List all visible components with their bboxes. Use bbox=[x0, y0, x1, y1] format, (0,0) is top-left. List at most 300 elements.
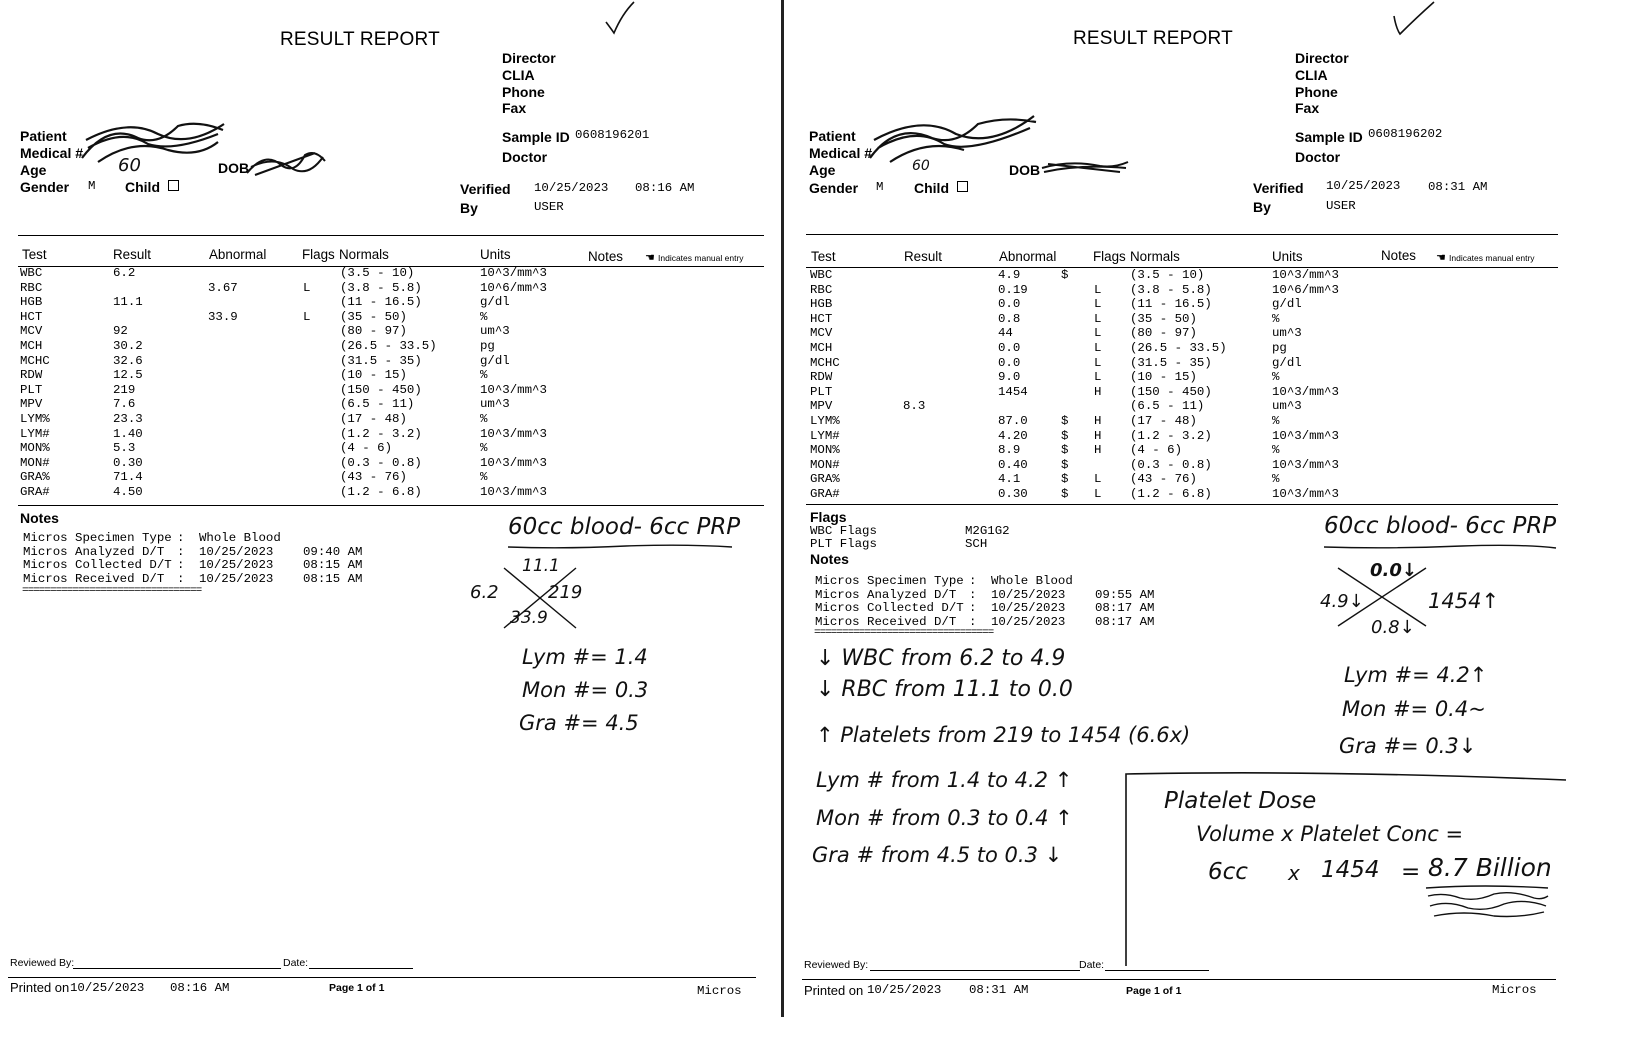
hw-dose-underline bbox=[1424, 884, 1550, 920]
dob-label: DOB bbox=[218, 160, 250, 176]
gender-value: M bbox=[876, 180, 884, 194]
micros-colon: : bbox=[177, 558, 185, 573]
cell-test: WBC bbox=[20, 266, 43, 280]
hw-right-line: Gra #= 0.3↓ bbox=[1339, 734, 1477, 758]
sample-id-label: Sample ID bbox=[1295, 129, 1363, 145]
cell-flag-dollar: $ bbox=[1061, 443, 1069, 458]
cell-abnormal: 0.19 bbox=[998, 282, 1028, 297]
hw-right-line: Lym #= 4.2↑ bbox=[1344, 663, 1488, 687]
printed-on-label: Printed on bbox=[804, 983, 864, 998]
page-label: Page bbox=[329, 982, 355, 994]
verified-date: 10/25/2023 bbox=[1326, 179, 1401, 193]
cell-flag: H bbox=[1094, 443, 1102, 458]
cell-test: MON# bbox=[20, 455, 50, 470]
table-row bbox=[0, 368, 780, 383]
cell-units: 10^3/mm^3 bbox=[1272, 428, 1339, 443]
cell-units: % bbox=[480, 470, 488, 485]
table-row bbox=[0, 281, 780, 296]
micros-colon: : bbox=[969, 587, 977, 602]
plt-flags-label: PLT Flags bbox=[810, 537, 877, 551]
verified-label: Verified bbox=[1253, 180, 1304, 196]
hw-underline bbox=[506, 544, 734, 550]
micros-label: Micros Analyzed D/T bbox=[815, 587, 957, 602]
table-bottom-divider bbox=[18, 505, 764, 506]
cell-units: um^3 bbox=[1272, 399, 1302, 414]
footer-micros: Micros bbox=[1492, 983, 1537, 997]
cell-abnormal: 44 bbox=[998, 326, 1013, 341]
report-title: RESULT REPORT bbox=[280, 29, 440, 50]
cell-result: 12.5 bbox=[113, 368, 143, 383]
micros-label: Micros Specimen Type bbox=[23, 531, 172, 545]
cell-flag-dollar: $ bbox=[1061, 268, 1069, 282]
cell-units: 10^3/mm^3 bbox=[1272, 268, 1339, 282]
cell-normals: (35 - 50) bbox=[340, 309, 407, 324]
cell-normals: (1.2 - 3.2) bbox=[340, 426, 422, 441]
micros-colon: : bbox=[177, 544, 185, 559]
cell-normals: (6.5 - 11) bbox=[340, 397, 415, 412]
cell-test: RBC bbox=[810, 282, 833, 297]
hand-icon: ☚ bbox=[1436, 252, 1446, 264]
phone-label: Phone bbox=[502, 84, 545, 100]
table-row bbox=[788, 326, 1568, 341]
table-row bbox=[0, 324, 780, 339]
table-bottom-divider bbox=[806, 504, 1558, 505]
clia-label: CLIA bbox=[1295, 67, 1328, 83]
table-row bbox=[788, 399, 1568, 414]
micros-time: 08:15 AM bbox=[303, 571, 363, 586]
col-flags: Flags bbox=[302, 247, 335, 262]
col-result: Result bbox=[904, 249, 942, 264]
micros-value: 10/25/2023 bbox=[991, 614, 1066, 629]
cell-units: % bbox=[1272, 414, 1280, 428]
hw-left-line: Mon # from 0.3 to 0.4 ↑ bbox=[816, 806, 1073, 830]
micros-label: Micros Received D/T bbox=[815, 614, 957, 629]
cell-abnormal: 4.9 bbox=[998, 268, 1021, 282]
child-checkbox[interactable] bbox=[957, 181, 968, 192]
cell-flag: L bbox=[303, 309, 311, 324]
micros-colon: : bbox=[969, 614, 977, 629]
cell-units: g/dl bbox=[1272, 355, 1302, 370]
cell-units: g/dl bbox=[480, 353, 510, 368]
cell-normals: (3.5 - 10) bbox=[1130, 268, 1205, 282]
gender-value: M bbox=[88, 179, 96, 193]
table-row bbox=[0, 339, 780, 354]
cell-normals: (0.3 - 0.8) bbox=[1130, 457, 1212, 472]
micros-value: 10/25/2023 bbox=[991, 601, 1066, 616]
cell-flag: L bbox=[1094, 326, 1102, 341]
printed-on-label: Printed on bbox=[10, 980, 70, 995]
cell-flag: H bbox=[1094, 428, 1102, 443]
by-label: By bbox=[1253, 199, 1271, 215]
cell-normals: (80 - 97) bbox=[340, 324, 407, 339]
cell-test: HCT bbox=[20, 309, 43, 324]
cell-flag: L bbox=[1094, 311, 1102, 326]
cell-result: 11.1 bbox=[113, 295, 143, 310]
cell-units: um^3 bbox=[480, 397, 510, 412]
reviewed-by-label: Reviewed By: bbox=[804, 959, 869, 971]
separator-line: ================================ bbox=[814, 627, 994, 639]
col-test: Test bbox=[22, 247, 47, 262]
cell-abnormal: 1454 bbox=[998, 384, 1028, 399]
cell-normals: (11 - 16.5) bbox=[1130, 297, 1212, 312]
cell-normals: (3.8 - 5.8) bbox=[1130, 282, 1212, 297]
cell-normals: (3.8 - 5.8) bbox=[340, 280, 422, 295]
hw-header: 60cc blood- 6cc PRP bbox=[1324, 513, 1557, 539]
col-abnormal: Abnormal bbox=[209, 247, 267, 262]
hw-cross-right: 219 bbox=[548, 582, 583, 603]
hw-cross-top: 11.1 bbox=[522, 556, 560, 576]
micros-colon: : bbox=[177, 571, 185, 586]
micros-value: 10/25/2023 bbox=[199, 571, 274, 586]
table-row bbox=[0, 383, 780, 398]
cell-normals: (0.3 - 0.8) bbox=[340, 455, 422, 470]
age-handwritten: 60 bbox=[118, 155, 141, 176]
cell-normals: (3.5 - 10) bbox=[340, 266, 415, 280]
col-units: Units bbox=[1272, 249, 1303, 264]
cell-units: um^3 bbox=[480, 324, 510, 339]
cell-abnormal: 0.0 bbox=[998, 297, 1021, 312]
patient-label: Patient bbox=[809, 128, 856, 144]
cell-abnormal: 8.9 bbox=[998, 443, 1021, 458]
date-line[interactable] bbox=[309, 968, 413, 969]
table-row bbox=[788, 458, 1568, 473]
cell-units: pg bbox=[1272, 341, 1287, 355]
micros-time: 09:55 AM bbox=[1095, 587, 1155, 602]
printed-time: 08:31 AM bbox=[969, 983, 1029, 997]
table-row bbox=[788, 443, 1568, 458]
cell-units: g/dl bbox=[1272, 297, 1302, 312]
cell-result: 0.30 bbox=[113, 455, 143, 470]
cell-test: MCHC bbox=[810, 355, 840, 370]
age-label: Age bbox=[809, 162, 836, 178]
cell-normals: (150 - 450) bbox=[340, 382, 422, 397]
phone-label: Phone bbox=[1295, 84, 1338, 100]
child-checkbox[interactable] bbox=[168, 180, 179, 191]
gender-label: Gender bbox=[809, 180, 859, 196]
footer-divider bbox=[8, 977, 756, 978]
page-label: Page bbox=[1126, 985, 1152, 997]
hw-header: 60cc blood- 6cc PRP bbox=[508, 514, 741, 540]
cell-abnormal: 0.0 bbox=[998, 355, 1021, 370]
header-divider bbox=[18, 235, 764, 236]
reviewed-by-label: Reviewed By: bbox=[10, 957, 75, 969]
cell-normals: (1.2 - 6.8) bbox=[340, 485, 422, 499]
cell-normals: (6.5 - 11) bbox=[1130, 399, 1205, 414]
micros-value: Whole Blood bbox=[991, 574, 1073, 588]
cell-test: HGB bbox=[810, 297, 833, 312]
clia-label: CLIA bbox=[502, 67, 535, 83]
cell-flag: L bbox=[1094, 472, 1102, 487]
hw-underline bbox=[1322, 543, 1558, 551]
cell-test: HCT bbox=[810, 311, 833, 326]
table-row bbox=[788, 297, 1568, 312]
hw-left-line: Lym # from 1.4 to 4.2 ↑ bbox=[816, 768, 1073, 792]
doctor-label: Doctor bbox=[1295, 149, 1341, 165]
cell-abnormal: 0.8 bbox=[998, 311, 1021, 326]
plt-flags-value: SCH bbox=[965, 537, 988, 551]
cell-abnormal: 0.0 bbox=[998, 341, 1021, 355]
hw-line: Mon #= 0.3 bbox=[522, 678, 649, 702]
hw-right-line: Mon #= 0.4~ bbox=[1342, 697, 1486, 721]
gender-label: Gender bbox=[20, 179, 70, 195]
cell-normals: (17 - 48) bbox=[1130, 414, 1197, 428]
fax-label: Fax bbox=[1295, 100, 1320, 116]
verified-date: 10/25/2023 bbox=[534, 181, 609, 195]
hw-cross-left: 4.9↓ bbox=[1320, 591, 1364, 612]
cell-test: MPV bbox=[20, 397, 43, 412]
footer-micros: Micros bbox=[697, 984, 742, 998]
cell-flag-dollar: $ bbox=[1061, 414, 1069, 428]
table-row bbox=[788, 487, 1568, 502]
micros-colon: : bbox=[969, 601, 977, 616]
col-result: Result bbox=[113, 247, 151, 262]
manual-entry-legend: Indicates manual entry bbox=[658, 253, 744, 263]
cell-test: MON% bbox=[20, 441, 50, 456]
redaction-scribble bbox=[78, 118, 228, 168]
cell-test: PLT bbox=[20, 382, 43, 397]
cell-flag-dollar: $ bbox=[1061, 487, 1069, 501]
cell-normals: (1.2 - 3.2) bbox=[1130, 428, 1212, 443]
cell-flag: H bbox=[1094, 384, 1102, 399]
dob-redaction-scribble bbox=[245, 147, 327, 179]
hw-cross-top: 0.0↓ bbox=[1370, 560, 1417, 581]
cell-flag: H bbox=[1094, 414, 1102, 428]
table-row bbox=[788, 472, 1568, 487]
printed-date: 10/25/2023 bbox=[70, 981, 145, 995]
cell-test: MCHC bbox=[20, 353, 50, 368]
cell-result: 6.2 bbox=[113, 266, 136, 280]
cell-flag-dollar: $ bbox=[1061, 472, 1069, 487]
micros-value: 10/25/2023 bbox=[991, 587, 1066, 602]
hw-dose-result: 8.7 Billion bbox=[1428, 853, 1552, 882]
verified-time: 08:31 AM bbox=[1428, 180, 1488, 194]
child-label: Child bbox=[125, 179, 160, 195]
table-row bbox=[0, 266, 780, 281]
hw-dose-calc: 1454 bbox=[1321, 857, 1380, 883]
micros-value: 10/25/2023 bbox=[199, 558, 274, 573]
cell-abnormal: 3.67 bbox=[208, 280, 238, 295]
cell-units: % bbox=[1272, 443, 1280, 458]
cell-test: RBC bbox=[20, 280, 43, 295]
cell-flag: L bbox=[1094, 487, 1102, 501]
cell-flag: L bbox=[303, 280, 311, 295]
table-row bbox=[0, 441, 780, 456]
cell-normals: (17 - 48) bbox=[340, 412, 407, 426]
verified-label: Verified bbox=[460, 181, 511, 197]
micros-time: 08:15 AM bbox=[303, 558, 363, 573]
cell-abnormal: 4.1 bbox=[998, 472, 1021, 487]
cell-abnormal: 0.40 bbox=[998, 457, 1028, 472]
right-report-page bbox=[788, 0, 1568, 1017]
cell-normals: (4 - 6) bbox=[340, 441, 393, 456]
table-row bbox=[788, 414, 1568, 429]
table-row bbox=[0, 412, 780, 427]
sample-id-value: 0608196201 bbox=[575, 128, 650, 142]
hw-dose-calc: x bbox=[1288, 861, 1300, 885]
manual-entry-legend: Indicates manual entry bbox=[1449, 253, 1535, 263]
cell-result: 4.50 bbox=[113, 485, 143, 499]
cell-normals: (10 - 15) bbox=[340, 368, 407, 383]
cell-flag-dollar: $ bbox=[1061, 457, 1069, 472]
cell-test: MON% bbox=[810, 443, 840, 458]
col-normals: Normals bbox=[1130, 249, 1180, 264]
cell-result: 71.4 bbox=[113, 470, 143, 485]
cell-test: MCH bbox=[810, 341, 833, 355]
col-notes: Notes bbox=[1381, 248, 1416, 263]
cell-test: MCV bbox=[810, 326, 833, 341]
micros-label: Micros Specimen Type bbox=[815, 574, 964, 588]
verified-time: 08:16 AM bbox=[635, 181, 695, 195]
cell-flag: L bbox=[1094, 297, 1102, 312]
header-divider bbox=[806, 234, 1558, 235]
hw-line: Lym #= 1.4 bbox=[522, 645, 648, 669]
hw-left-line: Gra # from 4.5 to 0.3 ↓ bbox=[812, 843, 1063, 867]
cell-units: % bbox=[1272, 370, 1280, 385]
sample-id-label: Sample ID bbox=[502, 129, 570, 145]
director-label: Director bbox=[1295, 50, 1349, 66]
date-line[interactable] bbox=[1105, 970, 1209, 971]
patient-label: Patient bbox=[20, 128, 67, 144]
table-row bbox=[0, 354, 780, 369]
table-row bbox=[0, 397, 780, 412]
date-label: Date: bbox=[283, 957, 309, 969]
cell-flag: L bbox=[1094, 341, 1102, 355]
cell-result: 92 bbox=[113, 324, 128, 339]
child-label: Child bbox=[914, 180, 949, 196]
col-notes: Notes bbox=[588, 249, 623, 264]
micros-colon: : bbox=[969, 574, 977, 588]
cell-test: WBC bbox=[810, 268, 833, 282]
cell-result: 8.3 bbox=[903, 399, 926, 414]
table-row bbox=[788, 268, 1568, 283]
cell-result: 23.3 bbox=[113, 412, 143, 426]
cell-units: % bbox=[1272, 472, 1280, 487]
medical-number-label: Medical # bbox=[20, 145, 84, 161]
cell-test: GRA% bbox=[810, 472, 840, 487]
cell-result: 219 bbox=[113, 382, 136, 397]
cell-test: PLT bbox=[810, 384, 833, 399]
cell-test: LYM# bbox=[810, 428, 840, 443]
hw-dose-calc: 6cc bbox=[1208, 859, 1248, 885]
cell-normals: (35 - 50) bbox=[1130, 311, 1197, 326]
dob-redaction-scribble bbox=[1040, 156, 1130, 178]
cell-test: MCH bbox=[20, 339, 43, 353]
cell-units: 10^3/mm^3 bbox=[1272, 487, 1339, 501]
director-label: Director bbox=[502, 50, 556, 66]
cell-test: MPV bbox=[810, 399, 833, 414]
cell-units: 10^3/mm^3 bbox=[480, 426, 547, 441]
table-row bbox=[0, 295, 780, 310]
col-test: Test bbox=[811, 249, 836, 264]
cell-units: um^3 bbox=[1272, 326, 1302, 341]
printed-time: 08:16 AM bbox=[170, 981, 230, 995]
micros-value: Whole Blood bbox=[199, 531, 281, 545]
footer-divider bbox=[802, 979, 1556, 980]
doctor-label: Doctor bbox=[502, 149, 548, 165]
cell-result: 32.6 bbox=[113, 353, 143, 368]
cell-flag: L bbox=[1094, 355, 1102, 370]
table-row bbox=[788, 312, 1568, 327]
verified-by: USER bbox=[534, 200, 564, 214]
cell-normals: (43 - 76) bbox=[1130, 472, 1197, 487]
page-number: 1 of 1 bbox=[1154, 985, 1182, 997]
notes-label: Notes bbox=[20, 510, 59, 526]
separator-line: ================================ bbox=[22, 585, 202, 597]
left-report-page bbox=[0, 0, 780, 1017]
cell-result: 1.40 bbox=[113, 426, 143, 441]
table-row bbox=[788, 341, 1568, 356]
table-row bbox=[788, 385, 1568, 400]
table-row bbox=[0, 456, 780, 471]
cell-abnormal: 0.30 bbox=[998, 487, 1028, 501]
cell-test: LYM% bbox=[20, 412, 50, 426]
table-row bbox=[0, 485, 780, 500]
cell-test: RDW bbox=[810, 370, 833, 385]
micros-time: 08:17 AM bbox=[1095, 614, 1155, 629]
reviewed-by-line[interactable] bbox=[73, 968, 281, 969]
cell-units: 10^3/mm^3 bbox=[480, 266, 547, 280]
cell-normals: (80 - 97) bbox=[1130, 326, 1197, 341]
redaction-scribble bbox=[866, 114, 1041, 168]
cell-units: 10^3/mm^3 bbox=[480, 485, 547, 499]
table-row bbox=[788, 370, 1568, 385]
cell-abnormal: 4.20 bbox=[998, 428, 1028, 443]
reviewed-by-line[interactable] bbox=[870, 970, 1080, 971]
checkmark-icon bbox=[600, 0, 640, 36]
cell-normals: (11 - 16.5) bbox=[340, 295, 422, 310]
cell-test: LYM% bbox=[810, 414, 840, 428]
cell-normals: (31.5 - 35) bbox=[1130, 355, 1212, 370]
cell-units: 10^6/mm^3 bbox=[1272, 282, 1339, 297]
cell-units: % bbox=[480, 441, 488, 456]
cell-units: pg bbox=[480, 339, 495, 353]
col-abnormal: Abnormal bbox=[999, 249, 1057, 264]
hw-cross-left: 6.2 bbox=[470, 582, 499, 603]
hw-cross-bottom: 33.9 bbox=[510, 608, 548, 628]
page-divider bbox=[781, 0, 784, 1017]
report-title: RESULT REPORT bbox=[1073, 28, 1233, 49]
hw-left-line: ↓ WBC from 6.2 to 4.9 bbox=[816, 646, 1066, 671]
cell-units: % bbox=[480, 309, 488, 324]
micros-time: 08:17 AM bbox=[1095, 601, 1155, 616]
cell-test: GRA# bbox=[20, 485, 50, 499]
cell-test: MON# bbox=[810, 457, 840, 472]
cell-test: LYM# bbox=[20, 426, 50, 441]
cell-test: RDW bbox=[20, 368, 43, 383]
hw-dose-formula: Volume x Platelet Conc = bbox=[1196, 822, 1464, 846]
micros-label: Micros Collected D/T bbox=[815, 601, 964, 616]
cell-result: 7.6 bbox=[113, 397, 136, 412]
cell-normals: (1.2 - 6.8) bbox=[1130, 487, 1212, 501]
cell-abnormal: 33.9 bbox=[208, 309, 238, 324]
table-row bbox=[788, 429, 1568, 444]
col-units: Units bbox=[480, 247, 511, 262]
cell-units: % bbox=[480, 368, 488, 383]
age-handwritten: 60 bbox=[912, 158, 930, 174]
hw-dose-calc: = bbox=[1401, 859, 1421, 885]
micros-label: Micros Received D/T bbox=[23, 571, 165, 586]
flags-label: Flags bbox=[810, 509, 847, 525]
cell-result: 5.3 bbox=[113, 441, 136, 456]
cell-test: GRA# bbox=[810, 487, 840, 501]
cell-units: 10^3/mm^3 bbox=[1272, 384, 1339, 399]
by-label: By bbox=[460, 200, 478, 216]
cell-normals: (26.5 - 33.5) bbox=[1130, 341, 1227, 355]
hw-dose-title: Platelet Dose bbox=[1164, 788, 1317, 814]
date-label: Date: bbox=[1079, 959, 1105, 971]
cell-units: 10^6/mm^3 bbox=[480, 280, 547, 295]
table-row bbox=[0, 310, 780, 325]
